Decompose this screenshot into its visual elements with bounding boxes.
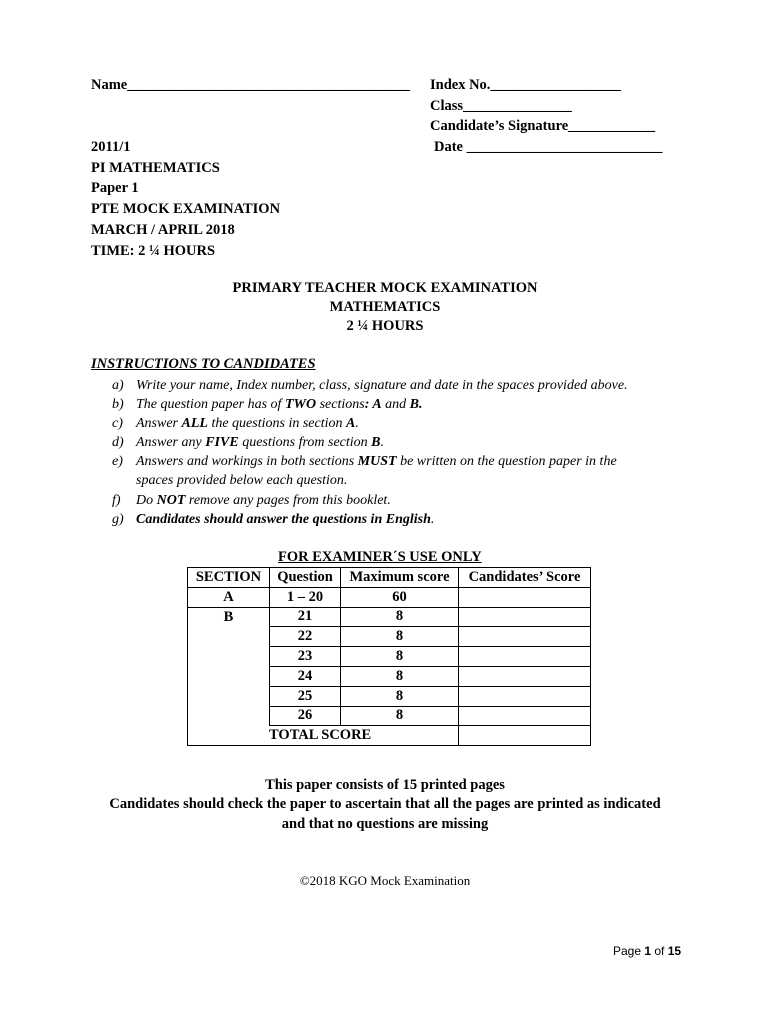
instruction-text-part: ALL xyxy=(181,416,208,431)
index-number-field: Index No.__________________ xyxy=(430,77,621,93)
instruction-text-part: Do xyxy=(136,493,157,508)
total-row xyxy=(188,726,591,746)
instruction-text xyxy=(136,491,391,510)
total-score-cell xyxy=(459,726,591,746)
table-cell: 8 xyxy=(341,607,459,627)
date-field: Date ___________________________ xyxy=(434,139,663,155)
instruction-text-part: B. xyxy=(409,397,423,412)
instruction-text-part: sections xyxy=(316,397,365,412)
table-cell xyxy=(188,627,270,647)
table-cell xyxy=(188,666,270,686)
candidate-score-cell xyxy=(459,627,591,647)
exam-duration-title: 2 ¼ HOURS xyxy=(346,318,424,334)
instruction-text-part: A xyxy=(346,416,356,431)
paper-number: Paper 1 xyxy=(91,180,139,197)
candidate-score-cell xyxy=(459,647,591,667)
check-pages-notice: Candidates should check the paper to ascertain that all the pages are printed as indicated xyxy=(109,796,661,812)
column-header: SECTION xyxy=(188,568,270,588)
table-cell: 8 xyxy=(341,686,459,706)
table-row xyxy=(188,647,591,667)
exam-name: PTE MOCK EXAMINATION xyxy=(91,201,281,218)
table-cell xyxy=(188,686,270,706)
table-row xyxy=(188,666,591,686)
table-cell: 21 xyxy=(270,607,341,627)
instruction-text xyxy=(136,395,423,414)
instruction-label: b) xyxy=(112,397,124,412)
score-table xyxy=(187,567,591,746)
total-score-label: TOTAL SCORE xyxy=(188,726,459,746)
column-header: Candidates’ Score xyxy=(459,568,591,588)
column-header: Question xyxy=(270,568,341,588)
table-cell: 23 xyxy=(270,647,341,667)
instruction-text xyxy=(136,510,434,529)
name-field: Name_______________________________________ xyxy=(91,77,410,93)
instruction-text-part: . xyxy=(355,416,359,431)
instruction-text-part: the questions in section xyxy=(207,416,346,431)
table-cell xyxy=(188,706,270,726)
instruction-label: e) xyxy=(112,454,123,469)
instruction-text-part: Write your name, Index number, class, signature and date in the spaces provided above. xyxy=(136,378,628,393)
table-cell: 24 xyxy=(270,666,341,686)
missing-questions-notice: and that no questions are missing xyxy=(281,816,489,832)
exam-time: TIME: 2 ¼ HOURS xyxy=(91,242,216,259)
table-cell: 26 xyxy=(270,706,341,726)
instruction-text-part: . xyxy=(430,512,435,527)
instruction-text-part: MUST xyxy=(357,454,397,469)
score-table-header xyxy=(188,568,591,588)
instruction-text-part: . xyxy=(380,435,385,450)
exam-period: MARCH / APRIL 2018 xyxy=(91,221,235,238)
instruction-text-part: The question paper has of xyxy=(136,397,285,412)
instruction-text-part: B xyxy=(371,435,381,450)
instruction-text-part: TWO xyxy=(284,397,317,412)
table-cell: 60 xyxy=(341,587,459,607)
exam-title: PRIMARY TEACHER MOCK EXAMINATION xyxy=(232,280,538,296)
table-cell: 8 xyxy=(341,627,459,647)
instruction-text-part: FIVE xyxy=(205,435,239,450)
table-cell: 1 – 20 xyxy=(270,587,341,607)
page-count-notice: This paper consists of 15 printed pages xyxy=(265,777,505,793)
instruction-label: c) xyxy=(112,416,123,431)
instruction-text xyxy=(136,376,628,395)
candidate-score-cell xyxy=(459,587,591,607)
page-current: 1 xyxy=(644,944,652,958)
instruction-label: d) xyxy=(112,435,124,450)
class-field: Class_______________ xyxy=(430,98,572,114)
signature-field: Candidate’s Signature____________ xyxy=(430,118,656,134)
instruction-text-part: NOT xyxy=(156,493,186,508)
table-cell: B xyxy=(188,607,270,627)
page-prefix: Page xyxy=(613,944,645,958)
instructions-heading: INSTRUCTIONS TO CANDIDATES xyxy=(91,356,316,372)
instruction-label: a) xyxy=(112,378,124,393)
instruction-text-part: : A xyxy=(364,397,382,412)
table-cell: 25 xyxy=(270,686,341,706)
table-cell: 8 xyxy=(341,666,459,686)
table-cell xyxy=(188,647,270,667)
instruction-text-part: be written on the question paper in the xyxy=(396,454,617,469)
candidate-score-cell xyxy=(459,686,591,706)
instruction-text xyxy=(136,433,384,452)
table-row xyxy=(188,587,591,607)
copyright: ©2018 KGO Mock Examination xyxy=(299,873,471,888)
instruction-text-part: Answer xyxy=(136,416,182,431)
page-number xyxy=(613,944,681,958)
instruction-text-part: Answer any xyxy=(136,435,206,450)
instruction-text xyxy=(136,414,359,433)
table-row xyxy=(188,686,591,706)
page-total: 15 xyxy=(667,944,682,958)
examiner-use-caption: FOR EXAMINER´S USE ONLY xyxy=(278,549,482,565)
instruction-text-part: Answers and workings in both sections xyxy=(136,454,358,469)
instruction-text xyxy=(136,452,617,471)
table-cell: 22 xyxy=(270,627,341,647)
instruction-text-part: questions from section xyxy=(238,435,372,450)
table-cell: 8 xyxy=(341,706,459,726)
page-of: of xyxy=(651,944,668,958)
instruction-label: g) xyxy=(112,512,124,527)
instruction-text-part: Candidates should answer the questions in English xyxy=(136,512,431,527)
table-row xyxy=(188,607,591,627)
exam-subject-title: MATHEMATICS xyxy=(329,299,441,315)
table-row xyxy=(188,627,591,647)
paper-info xyxy=(91,137,280,261)
table-row xyxy=(188,706,591,726)
candidate-score-cell xyxy=(459,706,591,726)
instruction-continuation: spaces provided below each question. xyxy=(136,473,348,489)
table-cell: A xyxy=(188,587,270,607)
instruction-label: f) xyxy=(112,493,121,508)
subject-name: PI MATHEMATICS xyxy=(91,159,220,176)
paper-code: 2011/1 xyxy=(91,139,131,155)
candidate-score-cell xyxy=(459,666,591,686)
instruction-text-part: and xyxy=(381,397,410,412)
instruction-text-part: remove any pages from this booklet. xyxy=(185,493,391,508)
column-header: Maximum score xyxy=(341,568,459,588)
table-cell: 8 xyxy=(341,647,459,667)
candidate-score-cell xyxy=(459,607,591,627)
